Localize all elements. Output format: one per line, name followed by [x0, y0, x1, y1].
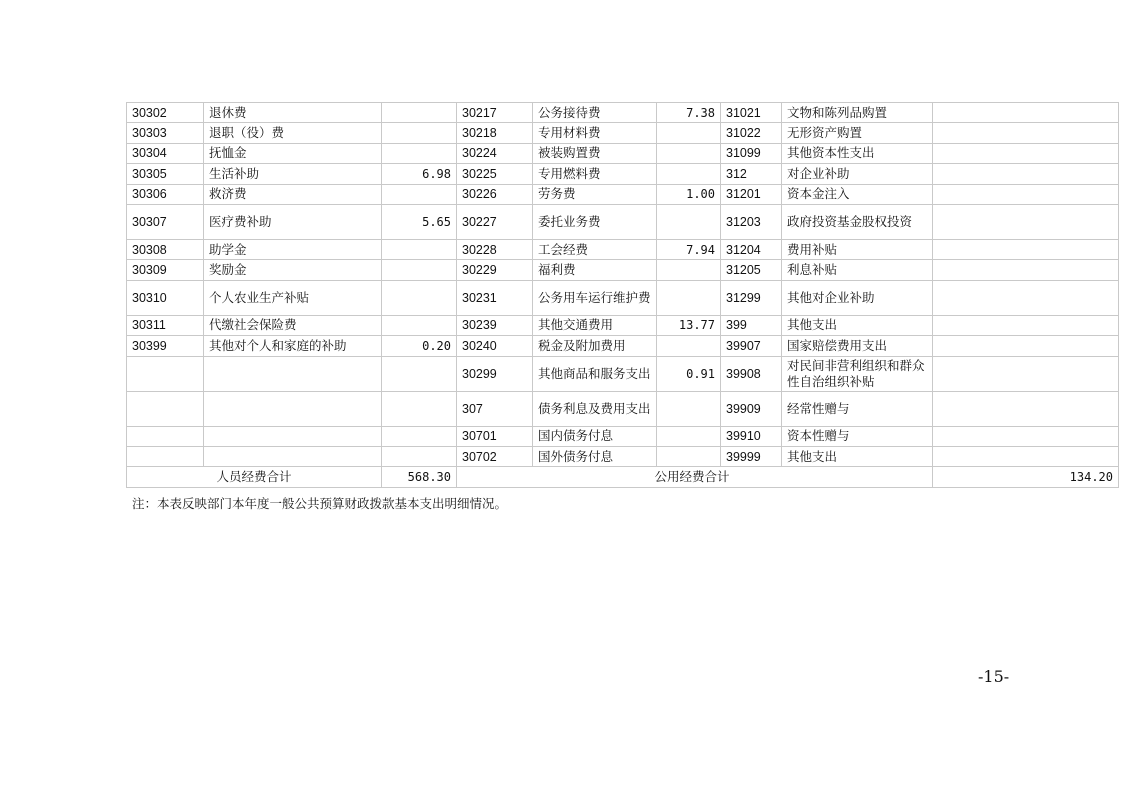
cell-amount: [657, 426, 721, 446]
cell-code: [127, 446, 204, 466]
cell-code: 30305: [127, 164, 204, 184]
cell-code: 307: [457, 391, 533, 426]
cell-item-name: 政府投资基金股权投资: [782, 204, 933, 239]
cell-item-name: 经常性赠与: [782, 391, 933, 426]
cell-item-name: 工会经费: [533, 239, 657, 259]
cell-code: 30702: [457, 446, 533, 466]
cell-code: 31203: [721, 204, 782, 239]
cell-code: 39909: [721, 391, 782, 426]
cell-code: 39999: [721, 446, 782, 466]
cell-amount: [933, 446, 1119, 466]
cell-code: 30218: [457, 123, 533, 143]
table-row: [127, 123, 1119, 143]
cell-amount: [933, 391, 1119, 426]
cell-item-name: 税金及附加费用: [533, 336, 657, 356]
cell-item-name: 代缴社会保险费: [204, 315, 382, 335]
cell-amount: [382, 143, 457, 163]
cell-amount: 0.91: [657, 356, 721, 391]
table-body: [127, 103, 1119, 467]
cell-item-name: 退职（役）费: [204, 123, 382, 143]
cell-code: 30227: [457, 204, 533, 239]
cell-item-name: 无形资产购置: [782, 123, 933, 143]
cell-amount: [657, 336, 721, 356]
cell-code: 312: [721, 164, 782, 184]
cell-item-name: 福利费: [533, 260, 657, 280]
cell-amount: [382, 280, 457, 315]
cell-amount: [933, 164, 1119, 184]
cell-code: 39910: [721, 426, 782, 446]
cell-code: 30304: [127, 143, 204, 163]
cell-amount: [382, 446, 457, 466]
table-row: [127, 280, 1119, 315]
table-row: [127, 239, 1119, 259]
cell-amount: [933, 426, 1119, 446]
cell-item-name: 债务利息及费用支出: [533, 391, 657, 426]
cell-code: 39908: [721, 356, 782, 391]
cell-item-name: 资本性赠与: [782, 426, 933, 446]
cell-amount: [933, 239, 1119, 259]
cell-amount: [933, 336, 1119, 356]
table-row: [127, 204, 1119, 239]
cell-code: 399: [721, 315, 782, 335]
cell-code: 30302: [127, 103, 204, 123]
cell-amount: [382, 103, 457, 123]
table-note: 注：本表反映部门本年度一般公共预算财政拨款基本支出明细情况。: [132, 496, 508, 511]
cell-amount: [657, 143, 721, 163]
cell-item-name: 助学金: [204, 239, 382, 259]
cell-amount: [382, 426, 457, 446]
cell-amount: [657, 204, 721, 239]
cell-item-name: 国外债务付息: [533, 446, 657, 466]
cell-code: [127, 391, 204, 426]
cell-item-name: 国内债务付息: [533, 426, 657, 446]
cell-code: 30309: [127, 260, 204, 280]
cell-amount: [933, 123, 1119, 143]
cell-amount: 7.38: [657, 103, 721, 123]
public-total-label: 公用经费合计: [457, 467, 933, 487]
cell-item-name: [204, 426, 382, 446]
cell-code: 30225: [457, 164, 533, 184]
cell-amount: [382, 260, 457, 280]
cell-item-name: 对企业补助: [782, 164, 933, 184]
cell-code: 30239: [457, 315, 533, 335]
cell-code: 30231: [457, 280, 533, 315]
cell-item-name: 抚恤金: [204, 143, 382, 163]
table-row: [127, 336, 1119, 356]
cell-code: 30310: [127, 280, 204, 315]
cell-amount: [382, 239, 457, 259]
table-row: [127, 356, 1119, 391]
cell-amount: [657, 446, 721, 466]
cell-item-name: 国家赔偿费用支出: [782, 336, 933, 356]
cell-item-name: [204, 356, 382, 391]
cell-item-name: 劳务费: [533, 184, 657, 204]
cell-code: 30226: [457, 184, 533, 204]
cell-code: 30224: [457, 143, 533, 163]
cell-amount: [933, 260, 1119, 280]
cell-code: 30308: [127, 239, 204, 259]
cell-item-name: 专用燃料费: [533, 164, 657, 184]
cell-code: 31299: [721, 280, 782, 315]
cell-amount: [657, 123, 721, 143]
cell-code: [127, 426, 204, 446]
cell-code: 30303: [127, 123, 204, 143]
totals-row: [127, 467, 1119, 487]
cell-amount: [657, 260, 721, 280]
cell-code: 39907: [721, 336, 782, 356]
cell-item-name: [204, 391, 382, 426]
cell-item-name: 利息补贴: [782, 260, 933, 280]
table-row: [127, 184, 1119, 204]
cell-amount: [933, 103, 1119, 123]
cell-amount: [657, 391, 721, 426]
public-total-value: 134.20: [933, 467, 1119, 487]
cell-item-name: 专用材料费: [533, 123, 657, 143]
cell-item-name: 资本金注入: [782, 184, 933, 204]
table-row: [127, 260, 1119, 280]
cell-item-name: 救济费: [204, 184, 382, 204]
cell-amount: 1.00: [657, 184, 721, 204]
cell-code: 30307: [127, 204, 204, 239]
cell-item-name: 其他交通费用: [533, 315, 657, 335]
cell-amount: [657, 280, 721, 315]
cell-amount: [382, 356, 457, 391]
personnel-total-label: 人员经费合计: [127, 467, 382, 487]
cell-item-name: 奖励金: [204, 260, 382, 280]
cell-code: 31021: [721, 103, 782, 123]
cell-code: 30240: [457, 336, 533, 356]
cell-item-name: 个人农业生产补贴: [204, 280, 382, 315]
cell-code: 30311: [127, 315, 204, 335]
cell-amount: [657, 164, 721, 184]
cell-amount: [933, 184, 1119, 204]
cell-item-name: 其他对企业补助: [782, 280, 933, 315]
cell-code: 31204: [721, 239, 782, 259]
cell-code: 30701: [457, 426, 533, 446]
cell-item-name: 退休费: [204, 103, 382, 123]
cell-amount: [933, 356, 1119, 391]
cell-amount: 7.94: [657, 239, 721, 259]
table-row: [127, 391, 1119, 426]
table-row: [127, 143, 1119, 163]
expenditure-detail-table: [126, 102, 1119, 488]
cell-amount: 13.77: [657, 315, 721, 335]
cell-amount: 5.65: [382, 204, 457, 239]
personnel-total-value: 568.30: [382, 467, 457, 487]
cell-item-name: 其他对个人和家庭的补助: [204, 336, 382, 356]
table-row: [127, 103, 1119, 123]
cell-item-name: 文物和陈列品购置: [782, 103, 933, 123]
cell-code: 31201: [721, 184, 782, 204]
cell-item-name: 公务用车运行维护费: [533, 280, 657, 315]
cell-item-name: 其他资本性支出: [782, 143, 933, 163]
cell-code: 31099: [721, 143, 782, 163]
cell-amount: [933, 204, 1119, 239]
cell-item-name: 费用补贴: [782, 239, 933, 259]
page-number: -15-: [978, 667, 1010, 686]
cell-amount: [933, 280, 1119, 315]
cell-item-name: 其他商品和服务支出: [533, 356, 657, 391]
cell-item-name: [204, 446, 382, 466]
cell-code: 31022: [721, 123, 782, 143]
cell-code: 30306: [127, 184, 204, 204]
cell-code: 30229: [457, 260, 533, 280]
cell-code: 30299: [457, 356, 533, 391]
table-row: [127, 446, 1119, 466]
cell-item-name: 其他支出: [782, 315, 933, 335]
cell-amount: [382, 315, 457, 335]
cell-amount: [382, 391, 457, 426]
cell-amount: [933, 143, 1119, 163]
cell-amount: [933, 315, 1119, 335]
table-row: [127, 315, 1119, 335]
cell-item-name: 公务接待费: [533, 103, 657, 123]
cell-item-name: 对民间非营利组织和群众性自治组织补贴: [782, 356, 933, 391]
table-row: [127, 164, 1119, 184]
cell-code: 31205: [721, 260, 782, 280]
cell-code: 30228: [457, 239, 533, 259]
cell-amount: [382, 184, 457, 204]
cell-item-name: 生活补助: [204, 164, 382, 184]
cell-code: [127, 356, 204, 391]
cell-item-name: 医疗费补助: [204, 204, 382, 239]
cell-item-name: 其他支出: [782, 446, 933, 466]
cell-amount: 6.98: [382, 164, 457, 184]
cell-item-name: 被装购置费: [533, 143, 657, 163]
cell-code: 30399: [127, 336, 204, 356]
cell-amount: 0.20: [382, 336, 457, 356]
cell-item-name: 委托业务费: [533, 204, 657, 239]
table-row: [127, 426, 1119, 446]
cell-code: 30217: [457, 103, 533, 123]
cell-amount: [382, 123, 457, 143]
